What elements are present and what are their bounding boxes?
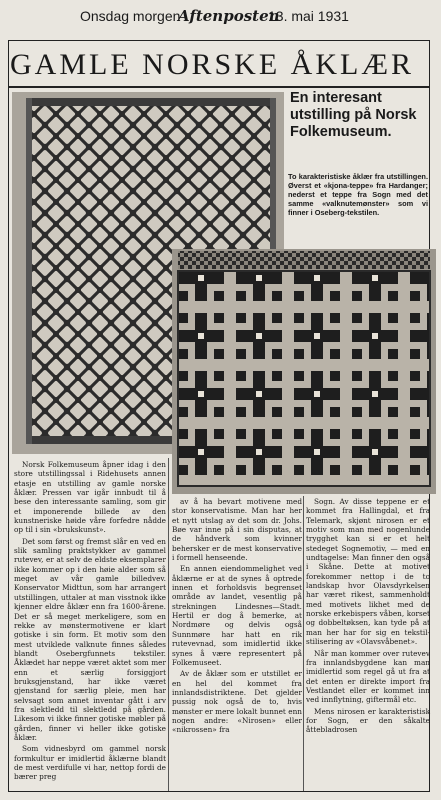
masthead-date: 13. mai 1931 xyxy=(268,8,349,24)
article-headline: GAMLE NORSKE ÅKLÆR xyxy=(10,48,415,81)
column-divider xyxy=(168,458,169,791)
article-column-1 xyxy=(14,460,166,784)
article-paragraph: Sogn. Av disse teppene er et kommet fra Hallingdal, et fra Telemark, skjønt nirosen er et motiv som man med nogenlunde trygghet kan si er et helt stedeget Sognemotiv, — med en undtagelse: Man finner den også i Skåne. Dette at motivet forekommer nettop i de to landskap hvor Olavsdyrkelsen har været rikest, sammenholdt med motivets likhet med de norske erkebispers våben, korset og dobbeltøksen, kan tyde på at man her har for sig en tekstil-stilisering av «Olavsvåbenet». xyxy=(306,497,430,647)
article-paragraph: Mens nirosen er karakteristisk for Sogn, er den såkalte åttebladrosen xyxy=(306,706,430,735)
article-paragraph: Norsk Folkemuseum åpner idag i den store utstillingssal i Ridehusets annen etasje en utstilling av gamle norske åklær. Pressen var igår innbudt til å bese den interessante samling, som gir et imponerende billede av den kunstneriske høide våre forfedre nådde op til i sin «brukskunst». xyxy=(14,460,166,535)
masthead xyxy=(0,6,441,28)
masthead-paper-name: Aftenposten xyxy=(178,7,280,25)
article-paragraph: Det som først og fremst slår en ved en slik samling praktstykker av gammel rutevev, er at selv de eldste eksemplarer ikke kommer op i den høie alder som så meget av vår gamle billedvev. Konservator Midttun, som har arrangert utstillingen, uttaler at man visstnok ikke kjenner eldre åklær enn fra 1600-årene. Det er så meget merkeligere, som en rekke av mønstermotivene er klart gotiske i sin form. Et motiv som den mest utviklede valknute finnes således blandt Osebergfunnets tekstiler. Åklædet har neppe været aktet som mer enn et særlig forsiggjort bruksgjenstand, har ikke været gjenstand for særlig pleie, men har selvsagt som annet inventar gått i arv fra slektledd til slektledd på gården. Likesom vi ikke finner gotiske møbler på gården, finner vi heller ikke gotiske åklær. xyxy=(14,536,166,742)
headline-rule xyxy=(8,86,430,88)
photo-caption: To karakteristiske åklær fra utstillingen. Øverst et «kjona-teppe» fra Hardanger; nederst et teppe fra Sogn med det samme «valknutemønster» som vi finner i Oseberg-tekstilen. xyxy=(288,172,428,217)
article-paragraph: En annen eiendommelighet ved åklærne er at de synes å optrede innen et forholdsvis begrenset område av landet, vesentlig på strekningen Lindesnes—Stadt. Hertil er dog å bemerke, at Nordmøre og delvis også Sunnmøre har hatt en rik rutevevnad, som imidlertid ikke synes å være representert på Folkemuseet. xyxy=(172,564,302,667)
article-column-2 xyxy=(172,497,302,737)
column-divider xyxy=(303,496,304,791)
valknute-rug-photo xyxy=(172,249,436,494)
article-paragraph: Når man kommer over rutevev fra innlandsbygdene kan man imidlertid som regel gå ut fra at det enten er direkte import fra Vestlandet eller er kommet inn ved innflytning, giftermål etc. xyxy=(306,648,430,705)
masthead-day: Onsdag morgen xyxy=(80,8,181,24)
article-column-3 xyxy=(306,497,430,737)
article-paragraph: av å ha bevart motivene med stor konservatisme. Man har her et nytt utslag av det som dr. Johs. Bøe var inne på i sin disputas, at de håndverk som kvinner behersker er de mest konservative i formell henseende. xyxy=(172,497,302,563)
article-kicker: En interesant utstilling på Norsk Folkemuseum. xyxy=(290,90,417,140)
article-paragraph: Som vidnesbyrd om gammel norsk formkultur er imidlertid åklærne blandt de mest verdifulle vi har, nettop fordi de bærer preg xyxy=(14,744,166,782)
article-paragraph: Av de åklær som er utstillet er en hel del kommet fra innlandsdistriktene. Det gjelder pussig nok også de to, hvis mønster er mere lokalt bunnet enn nogen andre: «Nirosen» eller «nikrossen» fra xyxy=(172,669,302,735)
